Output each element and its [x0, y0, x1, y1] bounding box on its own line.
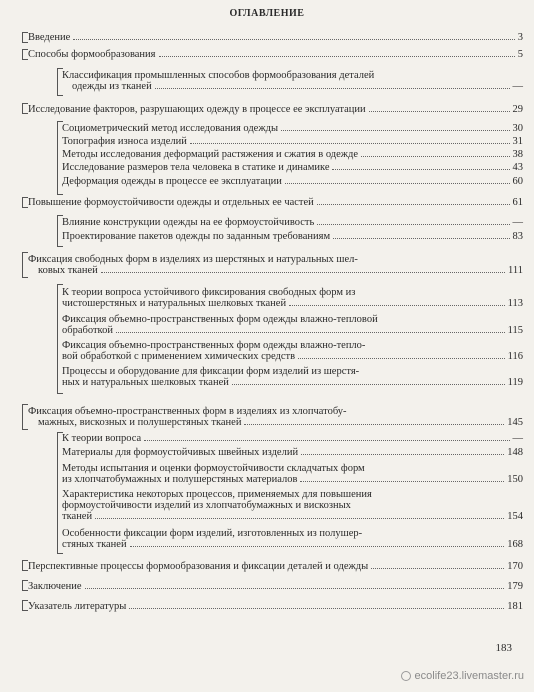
leader-dots — [155, 88, 510, 89]
entry-page: 145 — [507, 417, 523, 428]
leader-dots — [95, 518, 504, 519]
entry-page: 111 — [508, 265, 523, 276]
livemaster-logo-icon — [401, 671, 411, 681]
toc-entry — [62, 70, 523, 92]
entry-title-line: тканей — [62, 511, 93, 522]
toc-entry — [62, 366, 523, 388]
toc-entry — [28, 406, 523, 428]
entry-title: Топография износа изделий — [62, 136, 187, 147]
leader-dots — [244, 424, 504, 425]
entry-title: Указатель литературы — [28, 601, 127, 612]
entry-title: Перспективные процессы формообразования и фиксации деталей и одежды — [28, 561, 369, 572]
leader-dots — [101, 272, 505, 273]
entry-title: Повышение формоустойчивости одежды и отдельных ее частей — [28, 197, 314, 208]
entry-page: 83 — [512, 231, 523, 242]
entry-page: 30 — [512, 123, 523, 134]
leader-dots — [369, 111, 510, 112]
toc-entry — [62, 162, 523, 173]
toc-entry — [62, 528, 523, 550]
entry-title-line: стяных тканей — [62, 539, 127, 550]
toc-entry — [28, 581, 523, 592]
entry-title-line: ковых тканей — [38, 265, 98, 276]
entry-page: 170 — [507, 561, 523, 572]
leader-dots — [361, 156, 509, 157]
entry-page: — — [512, 81, 523, 92]
toc-entry — [62, 176, 523, 187]
entry-title: К теории вопроса — [62, 433, 142, 444]
entry-title-line: Особенности фиксации форм изделий, изготовленных из полушер- — [62, 528, 363, 539]
entry-page: 119 — [507, 377, 523, 388]
entry-page: 5 — [517, 49, 523, 60]
toc-entry — [28, 197, 523, 208]
watermark-text: ecolife23.livemaster.ru — [414, 670, 524, 682]
entry-title-line: Фиксация объемно-пространственных форм в изделиях из хлопчатобу- — [28, 406, 347, 417]
leader-dots — [285, 183, 510, 184]
entry-title: Введение — [28, 32, 71, 43]
toc-entry — [62, 447, 523, 458]
toc-entry — [28, 49, 523, 60]
entry-title-line: Фиксация объемно-пространственных форм одежды влажно-тепловой — [62, 314, 378, 325]
entry-title-line: формоустойчивости изделий из хлопчатобумажных и вискозных — [62, 500, 351, 511]
leader-dots — [333, 238, 509, 239]
entry-title: Деформация одежды в процессе ее эксплуатации — [62, 176, 282, 187]
entry-title: Материалы для формоустойчивых швейных изделий — [62, 447, 299, 458]
leader-dots — [298, 358, 505, 359]
watermark — [401, 670, 524, 682]
entry-page: 38 — [512, 149, 523, 160]
entry-title: Исследование размеров тела человека в статике и динамике — [62, 162, 330, 173]
entry-page: 60 — [512, 176, 523, 187]
page-title: ОГЛАВЛЕНИЕ — [229, 8, 305, 19]
leader-dots — [159, 56, 515, 57]
entry-page: 116 — [507, 351, 523, 362]
toc-entry — [62, 136, 523, 147]
entry-page: 43 — [512, 162, 523, 173]
entry-page: 29 — [512, 104, 523, 115]
entry-title: Способы формообразования — [28, 49, 156, 60]
entry-title: Проектирование пакетов одежды по заданным требованиям — [62, 231, 331, 242]
page-number: 183 — [495, 642, 512, 654]
toc-entry — [62, 314, 523, 336]
leader-dots — [289, 305, 505, 306]
leader-dots — [301, 454, 504, 455]
toc-entry — [62, 123, 523, 134]
leader-dots — [317, 224, 509, 225]
entry-title: Влияние конструкции одежды на ее формоустойчивость — [62, 217, 315, 228]
toc-entry — [62, 231, 523, 242]
entry-title-line: Методы испытания и оценки формоустойчивости складчатых форм — [62, 463, 365, 474]
toc-entry — [62, 217, 523, 228]
leader-dots — [332, 169, 509, 170]
leader-dots — [130, 546, 505, 547]
leader-dots — [281, 130, 510, 131]
leader-dots — [232, 384, 505, 385]
entry-page: 31 — [512, 136, 523, 147]
entry-title-line: Классификация промышленных способов формообразования деталей — [62, 70, 375, 81]
leader-dots — [85, 588, 505, 589]
leader-dots — [190, 143, 510, 144]
leader-dots — [144, 440, 509, 441]
toc-entry — [62, 489, 523, 522]
entry-page: 179 — [507, 581, 523, 592]
toc-entry — [28, 32, 523, 43]
toc-entry — [62, 149, 523, 160]
toc-entry — [62, 287, 523, 309]
toc-entry — [62, 463, 523, 485]
entry-page: — — [512, 217, 523, 228]
entry-page: 181 — [507, 601, 523, 612]
entry-page: — — [512, 433, 523, 444]
entry-title: Исследование факторов, разрушающих одежду в процессе ее эксплуатации — [28, 104, 366, 115]
leader-dots — [300, 481, 504, 482]
toc-entry — [28, 254, 523, 276]
leader-dots — [371, 568, 504, 569]
entry-page: 113 — [507, 298, 523, 309]
entry-title-line: Процессы и оборудование для фиксации форм изделий из шерстя- — [62, 366, 360, 377]
leader-dots — [73, 39, 514, 40]
entry-page: 3 — [517, 32, 523, 43]
toc-entry — [28, 561, 523, 572]
toc-entry — [62, 433, 523, 444]
entry-title-line: мажных, вискозных и полушерстяных тканей — [38, 417, 242, 428]
entry-title-line: вой обработкой с применением химических средств — [62, 351, 296, 362]
entry-title: Социометрический метод исследования одежды — [62, 123, 278, 134]
entry-page: 154 — [507, 511, 523, 522]
toc-entry — [28, 104, 523, 115]
entry-title-line: Характеристика некоторых процессов, применяемых для повышения — [62, 489, 372, 500]
entry-title-line: чистошерстяных и натуральных шелковых тканей — [62, 298, 287, 309]
entry-title-line: из хлопчатобумажных и полушерстяных материалов — [62, 474, 298, 485]
leader-dots — [317, 204, 510, 205]
entry-page: 168 — [507, 539, 523, 550]
entry-title-line: К теории вопроса устойчивого фиксирования свободных форм из — [62, 287, 356, 298]
leader-dots — [116, 332, 505, 333]
toc-entry — [28, 601, 523, 612]
entry-title-line: Фиксация свободных форм в изделиях из шерстяных и натуральных шел- — [28, 254, 358, 265]
entry-page: 61 — [512, 197, 523, 208]
entry-page: 150 — [507, 474, 523, 485]
entry-title-line: ных и натуральных шелковых тканей — [62, 377, 229, 388]
entry-page: 148 — [507, 447, 523, 458]
entry-title: Методы исследования деформаций растяжения и сжатия в одежде — [62, 149, 359, 160]
entry-title-line: Фиксация объемно-пространственных форм одежды влажно-тепло- — [62, 340, 366, 351]
entry-title-line: обработкой — [62, 325, 113, 336]
entry-page: 115 — [507, 325, 523, 336]
leader-dots — [129, 608, 504, 609]
entry-title: Заключение — [28, 581, 82, 592]
toc-entry — [62, 340, 523, 362]
entry-title-line: одежды из тканей — [72, 81, 152, 92]
